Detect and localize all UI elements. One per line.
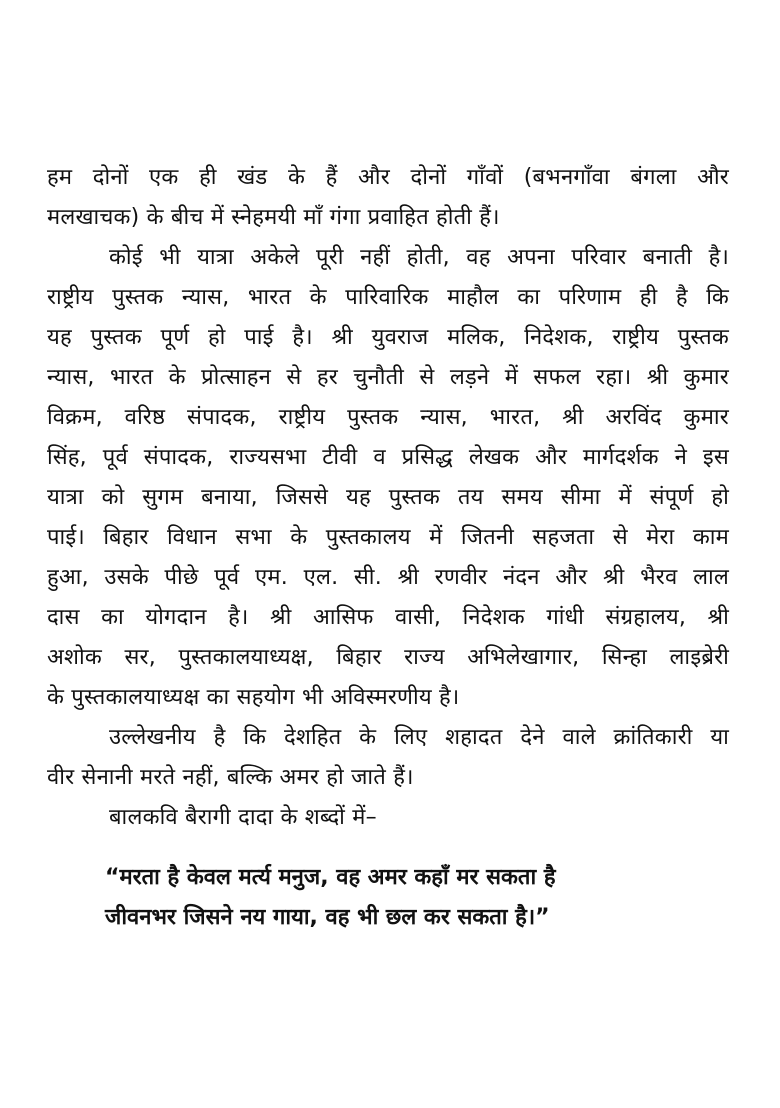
text-line: अशोक सर, पुस्तकालयाध्यक्ष, बिहार राज्य अभिलेखागार, सिन्हा लाइब्रेरी — [47, 645, 729, 670]
document-page — [47, 158, 729, 938]
text-line: राष्ट्रीय पुस्तक न्यास, भारत के पारिवारिक माहौल का परिणाम ही है कि — [47, 285, 729, 310]
paragraph-martyrs — [47, 718, 729, 798]
text-line: के पुस्तकालयाध्यक्ष का सहयोग भी अविस्मरणीय है। — [47, 685, 460, 710]
text-line: दास का योगदान है। श्री आसिफ वासी, निदेशक गांधी संग्रहालय, श्री — [47, 605, 729, 630]
poem-quote — [47, 858, 729, 938]
text-line: बालकवि बैरागी दादा के शब्दों में– — [109, 805, 377, 830]
text-line: कोई भी यात्रा अकेले पूरी नहीं होती, वह अपना परिवार बनाती है। — [109, 245, 729, 270]
text-line: मलखाचक) के बीच में स्नेहमयी माँ गंगा प्रवाहित होती हैं। — [47, 205, 500, 230]
quote-line: जीवनभर जिसने नय गाया, वह भी छल कर सकता है।” — [105, 905, 550, 930]
paragraph-acknowledgements — [47, 238, 729, 718]
text-line: उल्लेखनीय है कि देशहित के लिए शहादत देने वाले क्रांतिकारी या — [109, 725, 729, 750]
text-line: न्यास, भारत के प्रोत्साहन से हर चुनौती से लड़ने में सफल रहा। श्री कुमार — [47, 365, 729, 390]
text-line: यह पुस्तक पूर्ण हो पाई है। श्री युवराज मलिक, निदेशक, राष्ट्रीय पुस्तक — [47, 325, 729, 350]
text-line: पाई। बिहार विधान सभा के पुस्तकालय में जितनी सहजता से मेरा काम — [47, 525, 729, 550]
text-line: वीर सेनानी मरते नहीं, बल्कि अमर हो जाते हैं। — [47, 765, 414, 790]
text-line: हम दोनों एक ही खंड के हैं और दोनों गाँवों (बभनगाँवा बंगला और — [47, 165, 729, 190]
text-line: यात्रा को सुगम बनाया, जिससे यह पुस्तक तय समय सीमा में संपूर्ण हो — [47, 485, 729, 510]
paragraph-villages — [47, 158, 729, 238]
text-line: सिंह, पूर्व संपादक, राज्यसभा टीवी व प्रसिद्ध लेखक और मार्गदर्शक ने इस — [47, 445, 729, 470]
text-line: विक्रम, वरिष्ठ संपादक, राष्ट्रीय पुस्तक न्यास, भारत, श्री अरविंद कुमार — [47, 405, 729, 430]
quote-line: “मरता है केवल मर्त्य मनुज, वह अमर कहाँ मर सकता है — [105, 865, 556, 890]
paragraph-quote-intro — [47, 798, 729, 838]
text-line: हुआ, उसके पीछे पूर्व एम. एल. सी. श्री रणवीर नंदन और श्री भैरव लाल — [47, 565, 729, 590]
